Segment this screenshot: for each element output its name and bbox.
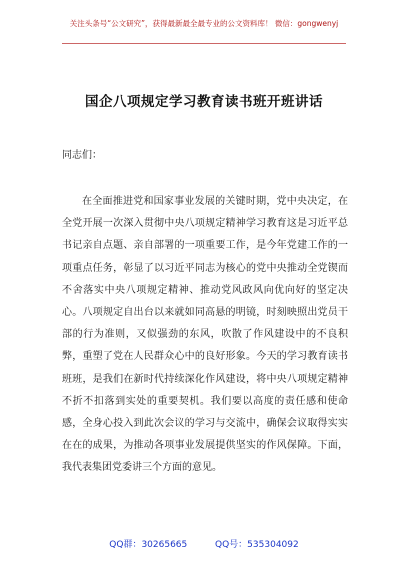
qq-group: QQ群：30265665 bbox=[109, 540, 188, 550]
header-divider bbox=[62, 43, 346, 44]
promo-header: 关注头条号“公文研究”，获得最新最全最专业的公文资料库！ 微信：gongwenyj bbox=[69, 19, 339, 28]
body-paragraph: 在全面推进党和国家事业发展的关键时期，党中央决定，在全党开展一次深入贯彻中央八项规定精神学习教育这是习近平总书记亲自点题、亲自部署的一项重要工作，是今年党建工作的一项重点任务，彰显了以习近平同志为核心的党中央推动全党锲而不舍落实中央八项规定精神、推动党风政风向优向好的坚定决心。八项规定自出台以来就如同高悬的明镜，时刻映照出党员干部的行为准则，又似强劲的东风，吹散了作风建设中的不良积弊，重塑了党在人民群众心中的良好形象。今天的学习教育读书班班，是我们在新时代持续深化作风建设，将中央八项规定精神不折不扣落到实处的重要契机。我们要以高度的责任感和使命感，全身心投入到此次会议的学习与交流中，确保会议取得实实在在的成果，为推动各项事业发展提供坚实的作风保障。下面，我代表集团党委讲三个方面的意见。 bbox=[62, 196, 348, 474]
document-title: 国企八项规定学习教育读书班开班讲话 bbox=[85, 94, 323, 110]
qq-number: QQ号：535304092 bbox=[215, 540, 299, 550]
salutation: 同志们： bbox=[62, 150, 102, 161]
footer-contacts bbox=[0, 537, 408, 550]
